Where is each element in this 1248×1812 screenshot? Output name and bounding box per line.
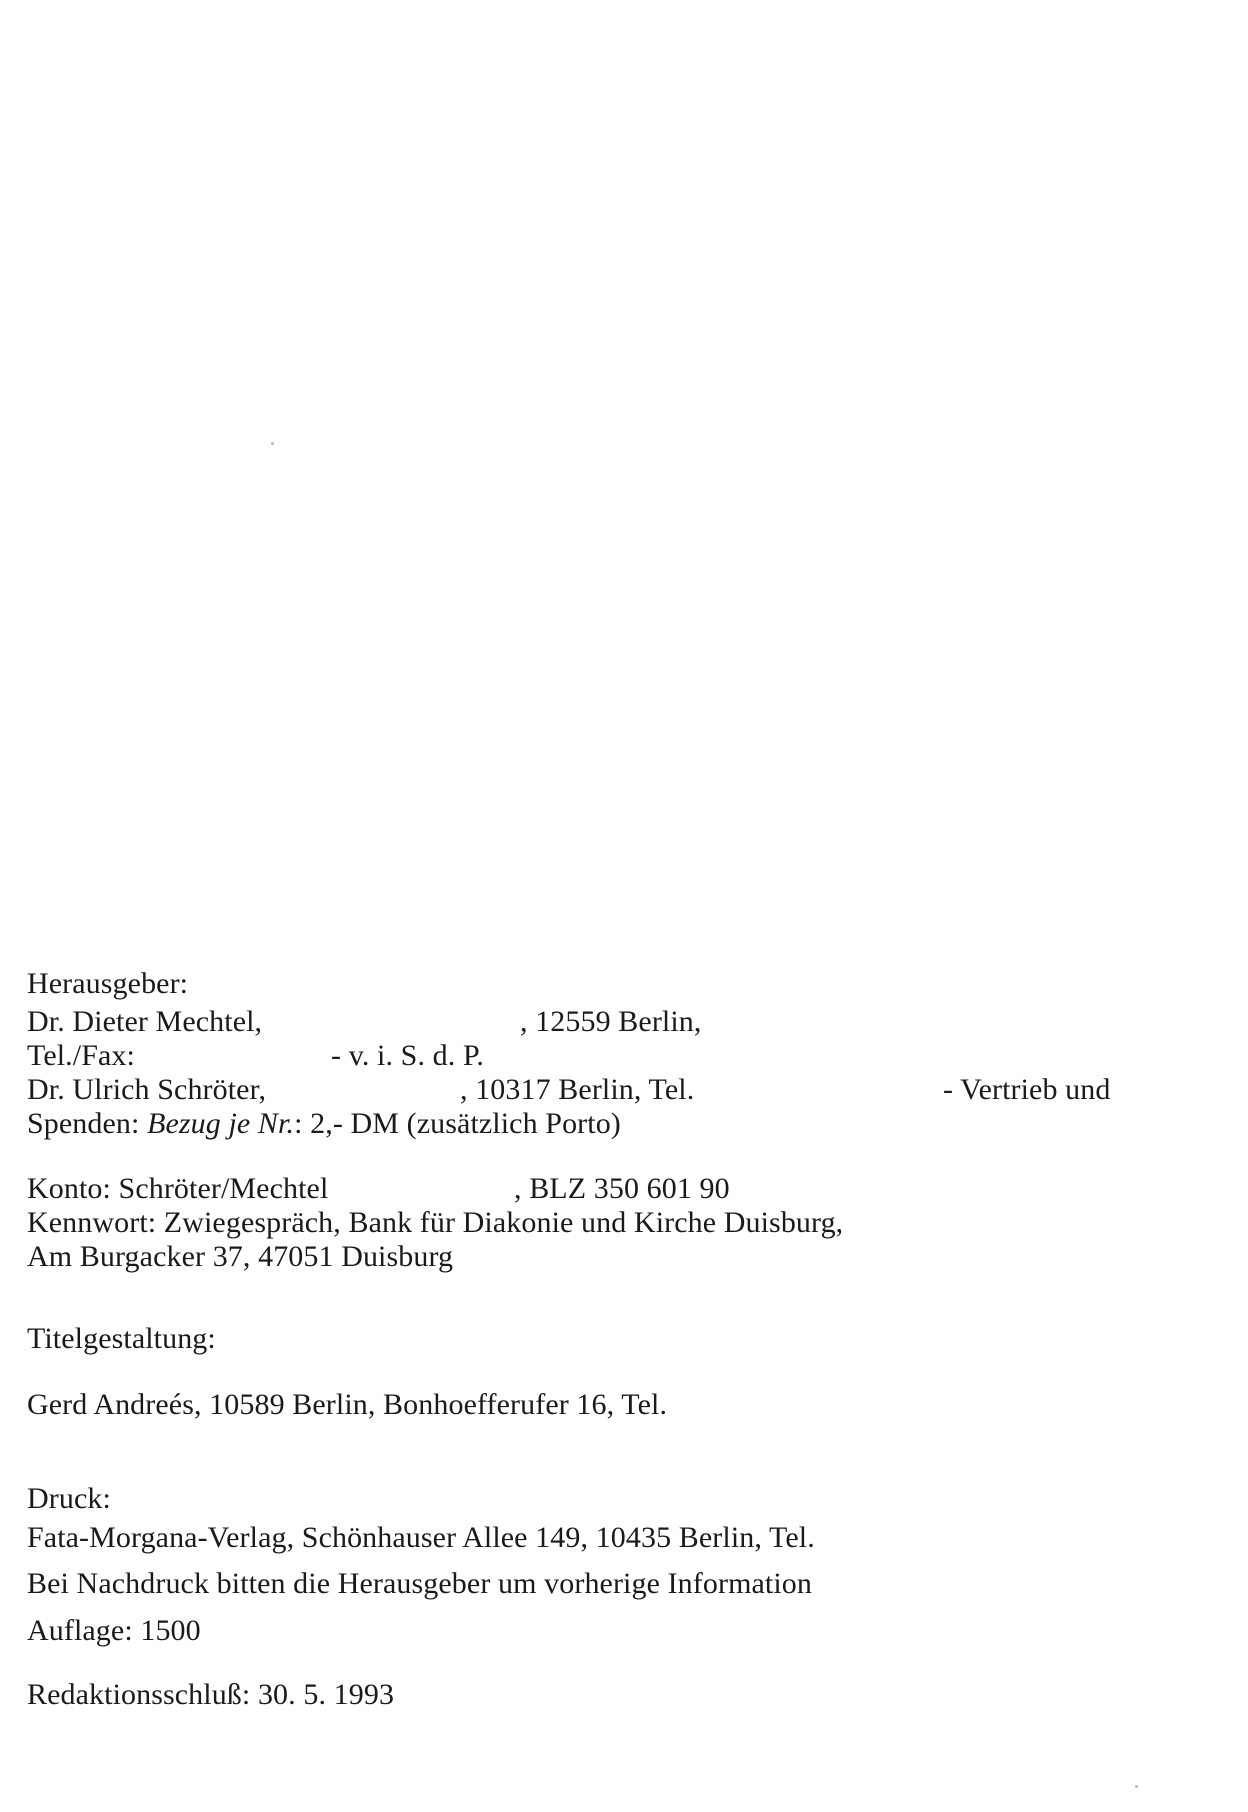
scan-speck bbox=[271, 442, 274, 445]
reprint-note: Bei Nachdruck bitten die Herausgeber um vorherige Information bbox=[27, 1567, 812, 1600]
publisher-heading: Herausgeber: bbox=[27, 967, 189, 1000]
spenden-line bbox=[27, 1107, 621, 1141]
circulation-note: Auflage: 1500 bbox=[27, 1614, 201, 1647]
spenden-label: Spenden: bbox=[27, 1107, 140, 1140]
editor2-city: , 10317 Berlin, Tel. bbox=[460, 1073, 695, 1106]
print-details: Fata-Morgana-Verlag, Schönhauser Allee 149, 10435 Berlin, Tel. bbox=[27, 1521, 815, 1554]
scan-speck bbox=[1135, 1785, 1138, 1788]
account-address: Am Burgacker 37, 47051 Duisburg bbox=[27, 1240, 454, 1273]
bezug-value: : 2,- DM (zusätzlich Porto) bbox=[294, 1107, 621, 1140]
print-heading: Druck: bbox=[27, 1482, 111, 1515]
editor1-city: , 12559 Berlin, bbox=[520, 1005, 702, 1038]
editor1-telfax-label: Tel./Fax: bbox=[27, 1039, 135, 1072]
bezug-label: Bezug je Nr. bbox=[147, 1107, 295, 1140]
account-kennwort: Kennwort: Zwiegespräch, Bank für Diakonie und Kirche Duisburg, bbox=[27, 1206, 844, 1239]
cover-design-heading: Titelgestaltung: bbox=[27, 1322, 216, 1355]
editor2-name: Dr. Ulrich Schröter, bbox=[27, 1073, 267, 1106]
cover-design-details: Gerd Andreés, 10589 Berlin, Bonhoefferufer 16, Tel. bbox=[27, 1388, 668, 1421]
account-blz: , BLZ 350 601 90 bbox=[514, 1172, 730, 1205]
editor1-role: - v. i. S. d. P. bbox=[331, 1039, 485, 1072]
editor2-role: - Vertrieb und bbox=[943, 1073, 1111, 1106]
editor1-name: Dr. Dieter Mechtel, bbox=[27, 1005, 263, 1038]
deadline-note: Redaktionsschluß: 30. 5. 1993 bbox=[27, 1678, 395, 1711]
account-konto: Konto: Schröter/Mechtel bbox=[27, 1172, 329, 1205]
